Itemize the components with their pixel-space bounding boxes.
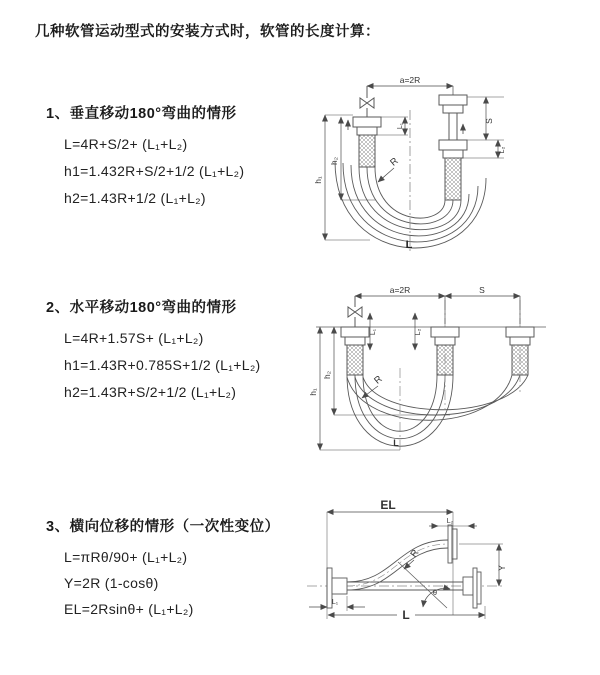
hose-curves	[347, 375, 528, 446]
radius-label: R	[372, 373, 385, 387]
radius-label: R	[408, 547, 422, 560]
formula-h2: h2=1.43R+1/2 (L₁+L₂)	[64, 190, 206, 206]
formula-h2: h2=1.43R+S/2+1/2 (L₁+L₂)	[64, 384, 237, 400]
section-3-heading: 3、横向位移的情形（一次性变位）	[46, 519, 280, 535]
section-lateral-displacement	[46, 515, 280, 622]
formula-h1: h1=1.43R+0.785S+1/2 (L₁+L₂)	[64, 357, 261, 373]
horizontal-bend-drawing	[308, 280, 593, 455]
section-1-heading: 1、垂直移动180°弯曲的情形	[46, 106, 237, 122]
h1-dim-label: h₁	[313, 176, 323, 184]
radius-label: R	[388, 155, 401, 169]
angle-construction	[398, 562, 450, 608]
l1-dim-label: L₁	[331, 599, 339, 606]
straight-pipe	[347, 568, 481, 608]
section-3-formulas	[46, 544, 280, 622]
formula-y: Y=2R (1-cosθ)	[64, 575, 159, 591]
theta-label: θ	[432, 588, 438, 597]
l2-dim-label: L₂	[499, 146, 506, 154]
valve-icon	[348, 296, 362, 327]
l2-dim-label: L₂	[415, 328, 422, 336]
length-label: L	[393, 438, 399, 448]
hose-s-curve	[347, 540, 448, 590]
s-dim-label: S	[484, 118, 494, 124]
h2-dim-label: h₂	[322, 370, 332, 380]
hose-curves	[335, 161, 486, 248]
lateral-displacement-drawing	[293, 498, 595, 648]
braid-section	[445, 158, 461, 200]
diagram-horizontal-bend	[308, 280, 593, 455]
h2-dim-label: h₂	[329, 156, 339, 166]
l1-dim-label: L₁	[370, 328, 377, 336]
span-dim-label: a=2R	[389, 285, 411, 295]
el-dim-label: EL	[380, 498, 396, 512]
l1-dim-label: L₁	[397, 122, 404, 130]
section-horizontal-bend	[46, 296, 261, 406]
centerlines	[400, 300, 520, 452]
h1-dim-label: h₁	[308, 388, 318, 396]
formula-h1: h1=1.432R+S/2+1/2 (L₁+L₂)	[64, 163, 245, 179]
right-pipe-fitting	[439, 95, 467, 200]
formula-length: L=4R+1.57S+ (L₁+L₂)	[64, 330, 204, 346]
section-vertical-bend	[46, 102, 244, 212]
formula-el: EL=2Rsinθ+ (L₁+L₂)	[64, 601, 194, 617]
diagram-lateral-displacement	[293, 498, 595, 648]
section-2-heading: 2、水平移动180°弯曲的情形	[46, 300, 237, 316]
formula-length: L=4R+S/2+ (L₁+L₂)	[64, 136, 188, 152]
section-2-formulas	[46, 325, 261, 406]
span-dim-label: a=2R	[399, 75, 421, 85]
length-label: L	[405, 239, 413, 251]
vertical-bend-drawing	[308, 64, 590, 260]
section-1-formulas	[46, 131, 244, 212]
braid-section	[359, 135, 375, 167]
left-pipe-fitting	[353, 86, 381, 167]
formula-length: L=πRθ/90+ (L₁+L₂)	[64, 549, 188, 565]
length-label: L	[402, 608, 410, 622]
s-dim-label: S	[479, 285, 485, 295]
valve-icon	[360, 98, 374, 108]
l2-dim-label: L₂	[446, 518, 454, 525]
upper-flange	[448, 525, 457, 563]
page-title: 几种软管运动型式的安装方式时，软管的长度计算：	[35, 24, 380, 40]
diagram-vertical-bend	[308, 64, 590, 260]
y-dim-label: Y	[497, 564, 507, 572]
